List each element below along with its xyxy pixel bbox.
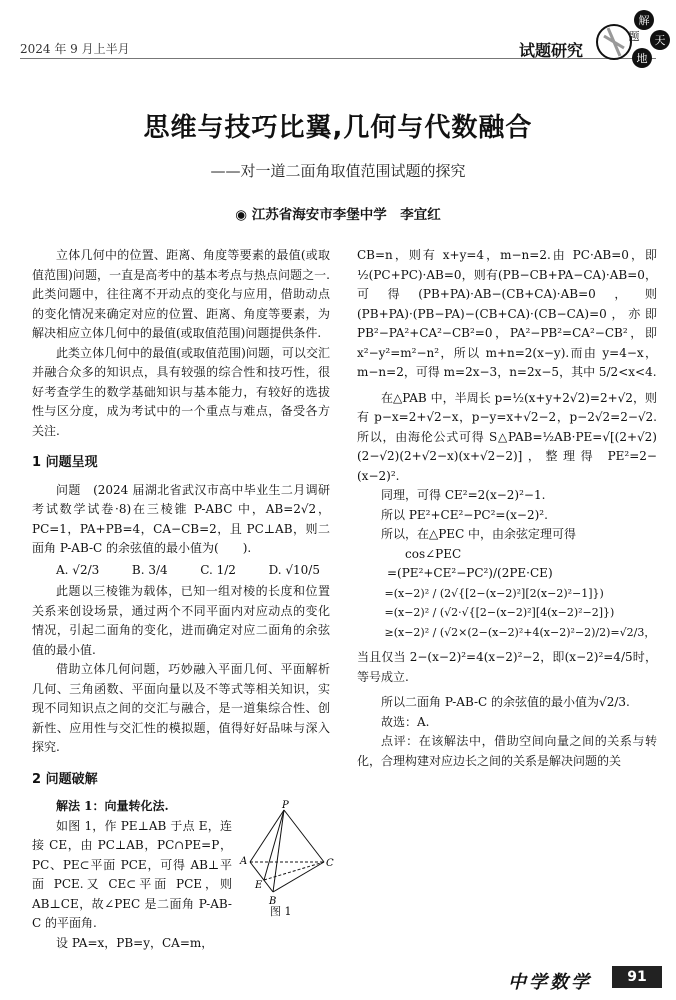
solution-paragraph: 所以 PE²+CE²−PC²=(x−2)².: [381, 507, 548, 522]
analysis-paragraph: 借助立体几何问题，巧妙融入平面几何、平面解析几何、三角函数、平面向量以及不等式等相关知识，实现不同知识点之间的交汇与融合，是一道集综合性、创新性、应用性与交汇性的模拟题，值得好好品味与深入探究.: [32, 662, 330, 754]
vertex-label: E: [255, 880, 263, 891]
vertex-label: B: [269, 896, 277, 907]
equation-line: ≥(x−2)² / (√2×(2−(x−2)²+4(x−2)²−2)/2)=√2/3，: [384, 625, 656, 639]
intro-paragraph: 此类立体几何中的最值(或取值范围)问题，可以交汇并融合众多的知识点，具有较强的综合性和技巧性，很好考查学生的数学基础知识与基本能力，有较好的选拔性与区分度，成为考试中的一个重点与难点，备受各方关注.: [32, 345, 330, 438]
vertex-label: P: [282, 800, 289, 811]
method-title: 解法 1：向量转化法.: [56, 799, 169, 813]
equation-line: =(PE²+CE²−PC²)/(2PE·CE): [387, 566, 553, 580]
answer-line: 故选：A.: [381, 714, 430, 729]
problem-statement: 问题 (2024 届湖北省武汉市高中毕业生二月调研考试数学试卷·8)在三棱锥 P-ABC 中，AB=2√2，PC=1，PA+PB=4，CA−CB=2，且 PC⊥AB，则二面角 P-AB-C 的余弦值的最小值为( ).: [32, 482, 330, 555]
solution-paragraph: 同理，可得 CE²=2(x−2)²−1.: [381, 488, 546, 502]
option-b: B. 3/4: [131, 562, 168, 577]
method-paragraph: 设 PA=x，PB=y，CA=m，: [56, 935, 214, 950]
badge-char: 地: [636, 52, 648, 65]
column-badge-logo: [594, 6, 670, 72]
solution-paragraph: 当且仅当 2−(x−2)²=4(x−2)²−2，即(x−2)²=4/5时，等号成立.: [357, 650, 657, 684]
issue-date: 2024 年 9 月上半月: [20, 42, 130, 56]
solution-paragraph: 所以，在△PEC 中，由余弦定理可得: [381, 527, 577, 541]
method-paragraph: 如图 1，作 PE⊥AB 于点 E，连接 CE，由 PC⊥AB，PC∩PE=P，PC、PE⊂平面 PCE，可得 AB⊥平面 PCE.又 CE⊂平面 PCE，则 AB⊥CE，故∠PEC 是二面角 P-AB-C 的平面角.: [32, 818, 232, 930]
vertex-label: A: [240, 856, 248, 867]
badge-char: 解: [638, 14, 650, 27]
journal-logo: 中学数学: [508, 972, 592, 993]
solution-paragraph: CB=n，则有 x+y=4，m−n=2.由 PC·AB=0，即 ½(PC+PC)·AB=0，则有(PB−CB+PA−CA)·AB=0，可得(PB+PA)·AB−(CB+CA)·AB=0，则(PB+PA)·(PB−PA)−(CB+CA)·(CB−CA)=0，亦即 PB²−PA²+CA²−CB²=0，PA²−PB²=CA²−CB²，即 x²−y²=m²−n²，所以 m+n=2(x−y).而由 y=4−x，m−n=2，可得 m=2x−3，n=2x−5，其中 5/2<x<4.: [357, 248, 657, 379]
article-subtitle: ——对一道二面角取值范围试题的探究: [210, 162, 466, 180]
page-number: 91: [612, 966, 662, 988]
solution-paragraph: 在△PAB 中，半周长 p=½(x+y+2√2)=2+√2，则有 p−x=2+√2−x，p−y=x+√2−2，p−2√2=2−√2.所以，由海伦公式可得 S△PAB=½AB·PE=√[(2+√2)(2−√2)(2+√2−x)(x+√2−2)]，整理得 PE²=2−(x−2)².: [357, 390, 657, 483]
equation-line: =(x−2)² / (2√{[2−(x−2)²][2(x−2)²−1]}): [384, 586, 604, 600]
tetrahedron-figure: [238, 800, 338, 920]
column-name: 试题研究: [519, 41, 584, 60]
right-column: [357, 246, 657, 771]
equation-line: cos∠PEC: [405, 546, 462, 561]
comment-paragraph: 点评：在该解法中，借助空间向量之间的关系与转化，合理构建对应边长之间的关系是解决问题的关: [357, 734, 657, 768]
answer-options: [32, 559, 330, 583]
equation-line: =(x−2)² / (√2·√{[2−(x−2)²][4(x−2)²−2]}): [384, 606, 615, 619]
analysis-paragraph: 此题以三棱锥为载体，已知一组对棱的长度和位置关系来创设场景，通过两个不同平面内对应动点的变化情况，引起二面角的变化，进而确定对应二面角的余弦值的最小值.: [32, 584, 330, 657]
option-c: C. 1/2: [200, 562, 236, 577]
badge-char: 题: [628, 30, 640, 43]
conclusion-line: 所以二面角 P-AB-C 的余弦值的最小值为√2/3.: [381, 695, 630, 709]
article-title: 思维与技巧比翼,几何与代数融合: [143, 113, 533, 143]
intro-paragraph: 立体几何中的位置、距离、角度等要素的最值(或取值范围)问题，一直是高考中的基本考点与热点问题之一.此类问题中，往往离不开动点的变化与应用，借助动点的变化情况来确定对应的位置、距离、角度等要素，为解决相应立体几何中的最值(或取值范围)问题提供条件.: [32, 248, 330, 340]
section-heading: 1 问题呈现: [32, 455, 98, 470]
option-a: A. √2/3: [56, 562, 100, 577]
option-d: D. √10/5: [268, 562, 320, 577]
figure-caption: 图 1: [270, 905, 292, 918]
badge-char: 天: [654, 34, 666, 47]
vertex-label: C: [326, 858, 334, 869]
section-heading: 2 问题破解: [32, 771, 98, 787]
author-line: ◉ 江苏省海安市李堡中学 李宜红: [235, 207, 441, 223]
